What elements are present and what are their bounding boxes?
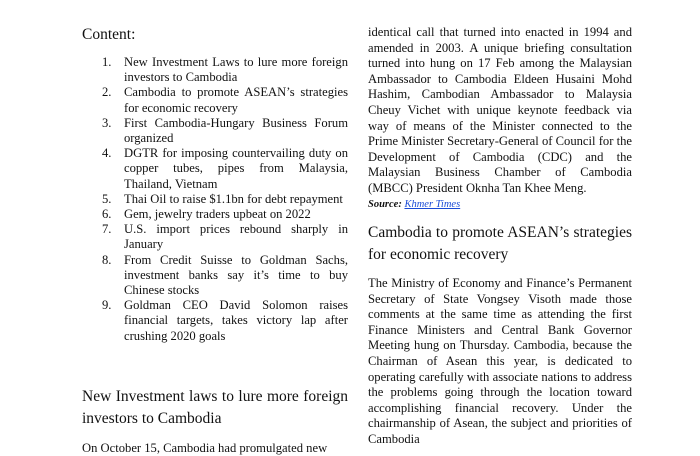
content-title: Content: xyxy=(82,26,136,43)
toc-item-text: From Credit Suisse to Goldman Sachs, investment banks say it’s time to buy Chinese stocks xyxy=(124,252,348,298)
toc-item[interactable] xyxy=(82,85,348,115)
toc-item-number: 1. xyxy=(102,55,112,69)
toc-item-text: First Cambodia-Hungary Business Forum organized xyxy=(124,115,348,146)
table-of-contents xyxy=(82,55,348,344)
toc-item-text: Thai Oil to raise $1.1bn for debt repayment xyxy=(124,191,343,206)
source-label: Source: xyxy=(368,199,402,210)
article1-intro: On October 15, Cambodia had promulgated new xyxy=(82,441,328,455)
toc-item[interactable] xyxy=(82,55,348,85)
toc-item-number: 2. xyxy=(102,85,112,100)
toc-item[interactable] xyxy=(82,207,348,222)
toc-item[interactable] xyxy=(82,253,348,299)
article2-heading: Cambodia to promote ASEAN’s strategies for economic recovery xyxy=(368,224,632,263)
toc-item[interactable] xyxy=(82,116,348,146)
toc-item-number: 8. xyxy=(102,252,112,267)
toc-item-number: 9. xyxy=(102,298,112,313)
toc-item[interactable] xyxy=(82,192,348,207)
source-link[interactable]: Khmer Times xyxy=(404,199,461,210)
toc-item-number: 3. xyxy=(102,115,112,130)
toc-item[interactable] xyxy=(82,222,348,252)
toc-item-number: 7. xyxy=(102,222,112,237)
toc-item-text: Gem, jewelry traders upbeat on 2022 xyxy=(124,207,311,222)
article1-heading: New Investment laws to lure more foreign investors to Cambodia xyxy=(82,388,348,427)
toc-item-text: Goldman CEO David Solomon raises financial targets, takes victory lap after crushing 2020 goals xyxy=(124,298,348,343)
toc-item-number: 6. xyxy=(102,207,112,222)
article2-paragraph: The Ministry of Economy and Finance’s Permanent Secretary of State Vongsey Visoth made those comments at the same time as attending the first Finance Ministers and Central Bank Governor Meeting hung on Thursday. Cambodia, because the Chairman of Asean this year, is dedicated to operating carefully with associate nations to address the problems going through the location toward accomplishing financial recovery. Under the chairmanship of Asean, the subject and priorities of Cambodia xyxy=(368,276,632,446)
toc-item-text: Cambodia to promote ASEAN’s strategies for economic recovery xyxy=(124,85,348,115)
toc-item[interactable] xyxy=(82,146,348,192)
source-line xyxy=(368,199,460,210)
toc-item-text: U.S. import prices rebound sharply in January xyxy=(124,222,348,252)
toc-item-text: DGTR for imposing countervailing duty on copper tubes, pipes from Malaysia, Thailand, Vietnam xyxy=(124,146,348,191)
toc-item[interactable] xyxy=(82,298,348,344)
toc-item-text: New Investment Laws to lure more foreign investors to Cambodia xyxy=(124,55,348,85)
toc-item-number: 4. xyxy=(102,146,112,161)
toc-item-number: 5. xyxy=(102,191,112,206)
continued-paragraph: identical call that turned into enacted in 1994 and amended in 2003. A unique briefing consultation turned into hung on 17 Feb among the Malaysian Ambassador to Cambodia Eldeen Husaini Mohd Hashim, Cambodian Ambassador to Malaysia Cheuy Vichet with unique keynote feedback via way of means of the Minister connected to the Prime Minister Secretary-General of Council for the Development of Cambodia (CDC) and the Malaysian Business Chamber of Cambodia (MBCC) President Oknha Tan Khee Meng. xyxy=(368,25,632,195)
